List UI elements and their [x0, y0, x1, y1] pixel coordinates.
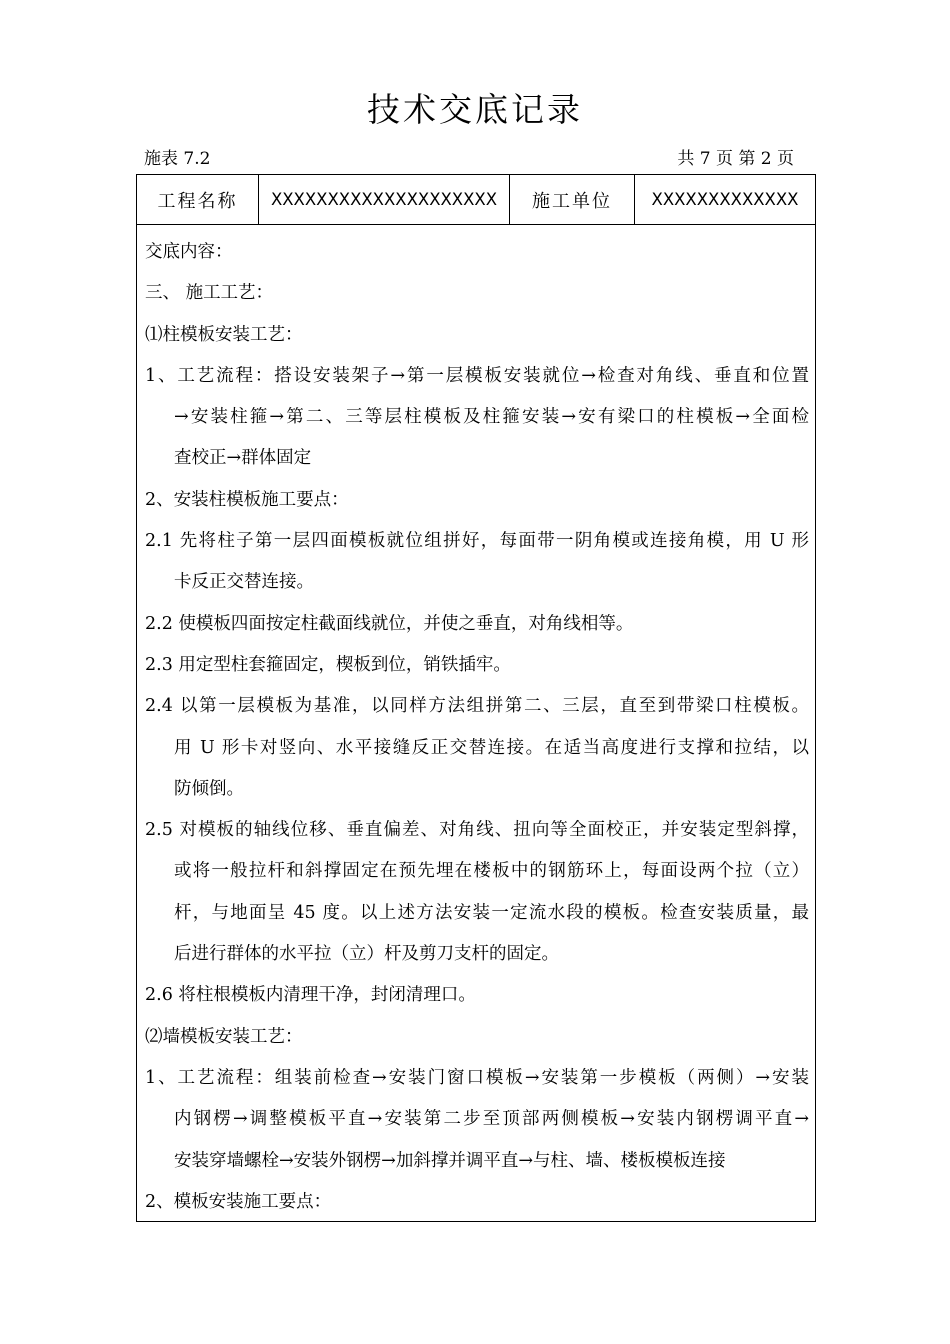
content-line: 用 U 形卡对竖向、水平接缝反正交替连接。在适当高度进行支撑和拉结，以	[174, 737, 809, 758]
content-line: 2.5 对模板的轴线位移、垂直偏差、对角线、扭向等全面校正，并安装定型斜撑，	[145, 820, 809, 841]
document-title: 技术交底记录	[367, 90, 583, 129]
content-line: ⑴柱模板安装工艺：	[145, 324, 303, 345]
project-name-label: 工程名称	[157, 190, 238, 212]
form-number: 施表 7.2	[144, 149, 211, 169]
content-line: 防倾倒。	[174, 778, 244, 799]
content-line: 2.3 用定型柱套箍固定，楔板到位，销铁插牢。	[145, 654, 511, 675]
content-line: 内钢楞→调整模板平直→安装第二步至顶部两侧模板→安装内钢楞调平直→	[174, 1109, 809, 1130]
content-line: 安装穿墙螺栓→安装外钢楞→加斜撑并调平直→与柱、墙、楼板模板连接	[174, 1150, 726, 1171]
content-line: 或将一般拉杆和斜撑固定在预先埋在楼板中的钢筋环上，每面设两个拉（立）	[174, 861, 809, 882]
project-name-value: XXXXXXXXXXXXXXXXXXXX	[258, 175, 509, 224]
content-line: ⑵墙模板安装工艺：	[145, 1026, 303, 1047]
content-line: 2、安装柱模板施工要点：	[145, 489, 349, 510]
content-line: 交底内容：	[145, 242, 233, 262]
content-line: 2.4 以第一层模板为基准，以同样方法组拼第二、三层，直至到带梁口柱模板。	[145, 696, 809, 717]
header-row	[137, 175, 815, 225]
content-line: 2.2 使模板四面按定柱截面线就位，并使之垂直，对角线相等。	[145, 613, 634, 634]
content-line: 后进行群体的水平拉（立）杆及剪刀支杆的固定。	[174, 944, 559, 965]
content-line: 2.1 先将柱子第一层四面模板就位组拼好，每面带一阴角模或连接角模，用 U 形	[145, 531, 809, 552]
content-line: 杆，与地面呈 45 度。以上述方法安装一定流水段的模板。检查安装质量，最	[174, 902, 809, 923]
construction-unit-value: XXXXXXXXXXXXX	[634, 175, 815, 224]
record-table	[136, 174, 816, 1222]
content-line: →安装柱箍→第二、三等层柱模板及柱箍安装→安有梁口的柱模板→全面检	[174, 407, 809, 428]
content-line: 1、工艺流程：组装前检查→安装门窗口模板→安装第一步模板（两侧）→安装	[145, 1067, 809, 1088]
content-line: 2、模板安装施工要点：	[145, 1191, 332, 1212]
disclosure-content	[145, 232, 809, 1223]
content-line: 三、 施工工艺：	[145, 283, 274, 304]
construction-unit-label: 施工单位	[509, 175, 634, 224]
content-line: 2.6 将柱根模板内清理干净，封闭清理口。	[145, 985, 476, 1006]
content-line: 1、工艺流程：搭设安装架子→第一层模板安装就位→检查对角线、垂直和位置	[145, 365, 809, 386]
content-line: 查校正→群体固定	[174, 448, 312, 469]
page-info: 共 7 页 第 2 页	[677, 149, 794, 169]
content-line: 卡反正交替连接。	[174, 572, 314, 593]
